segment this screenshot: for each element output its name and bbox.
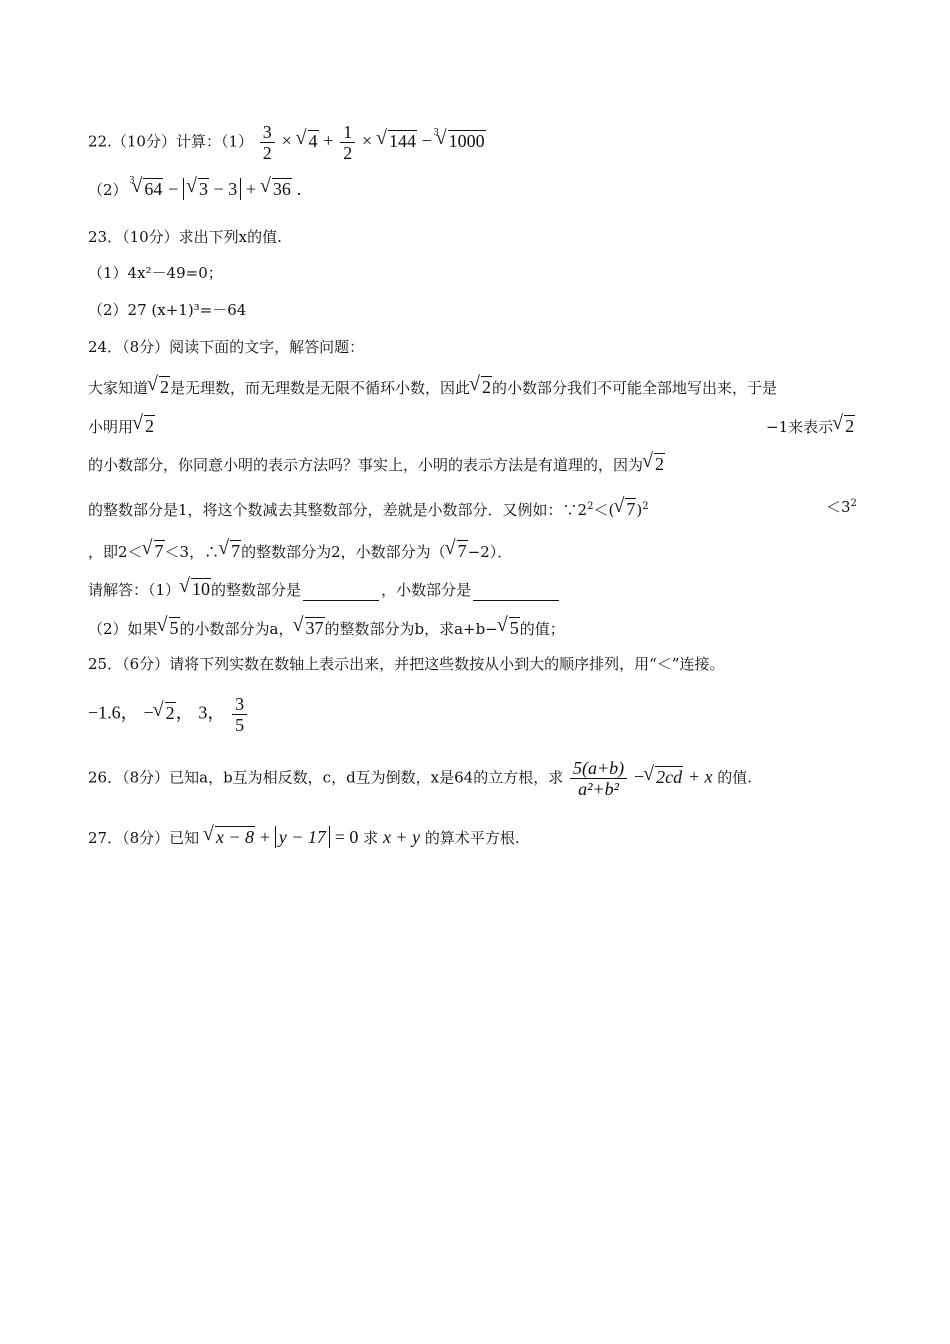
absolute-value: √ 3 − 3 [183,178,241,200]
q24-line1: 大家知道√ 2是无理数，而无理数是无限不循环小数，因此√ 2的小数部分我们不可能全部地写出来，于是 [88,376,777,399]
q25-values: −1.6， −√ 2， 3， $\frac{3}{5}$ [88,694,249,735]
q27: 27．（8分）已知 √ x − 8 + y − 17 = 0 求 x + y 的算术平方根. [88,826,520,849]
sqrt: √ 4 [297,130,319,152]
q23-part1: （1）4x²－49=0； [88,264,223,282]
q22-part1: 22.（10分）计算：（1） $\frac{3}{2}$ × √ 4 + $\frac{1}{2}$ × √ 144 − √ 3 1000 [88,122,486,163]
q24-line5: ，即2＜√ 7＜3，∴√ 7的整数部分为2，小数部分为（√ 7−2）． [88,540,512,563]
q23-label: 23．（10分）求出下列x的值. [88,228,282,246]
q24-label: 24．（8分）阅读下面的文字，解答问题： [88,338,365,356]
fraction: $\frac{1}{2}$ [340,122,355,163]
answer-blank-2[interactable] [473,584,559,601]
q26: 26．（8分）已知a，b互为相反数，c，d互为倒数，x是64的立方根，求 $\frac{5(a+b)}{\text{a²+b²}}$ −√ 2cd + x 的值. [88,758,752,799]
fraction: $\frac{3}{2}$ [260,122,275,163]
sqrt: √ 144 [377,130,417,152]
q22-part2: （2） √ 3 64 − √ 3 − 3 + √ 36 . [88,178,301,201]
sqrt: √ 36 [261,178,292,200]
q24-line4: 的整数部分是1，将这个数减去其整数部分，差就是小数部分．又例如：$\because 2^2<(√$ 7)$^2$ [88,496,649,521]
q25-label: 25．（6分）请将下列实数在数轴上表示出来，并把这些数按从小到大的顺序排列，用“＜”连接。 [88,655,725,673]
q24-ask2: （2）如果√ 5的小数部分为a，√ 37的整数部分为b，求a+b−√ 5的值； [88,617,565,640]
answer-blank-1[interactable] [303,584,379,601]
q24-line3: 的小数部分，你同意小明的表示方法吗？事实上，小明的表示方法是有道理的，因为√ 2 [88,453,665,476]
cube-root: √ 3 64 [132,178,163,200]
q24-line2-left: 小明用√ 2 [88,415,155,438]
cube-root: √ 3 1000 [437,130,486,152]
q24-line2-right: −1来表示√ 2 [766,415,855,437]
q24-line4-right: $<3^2$ [826,498,857,516]
q23-part2: （2）27 (x+1)³=－64 [88,301,247,319]
q22-label: 22.（10分）计算：（1） [88,132,253,151]
q24-ask1: 请解答：（1）√ 10的整数部分是 ，小数部分是 [88,578,561,601]
